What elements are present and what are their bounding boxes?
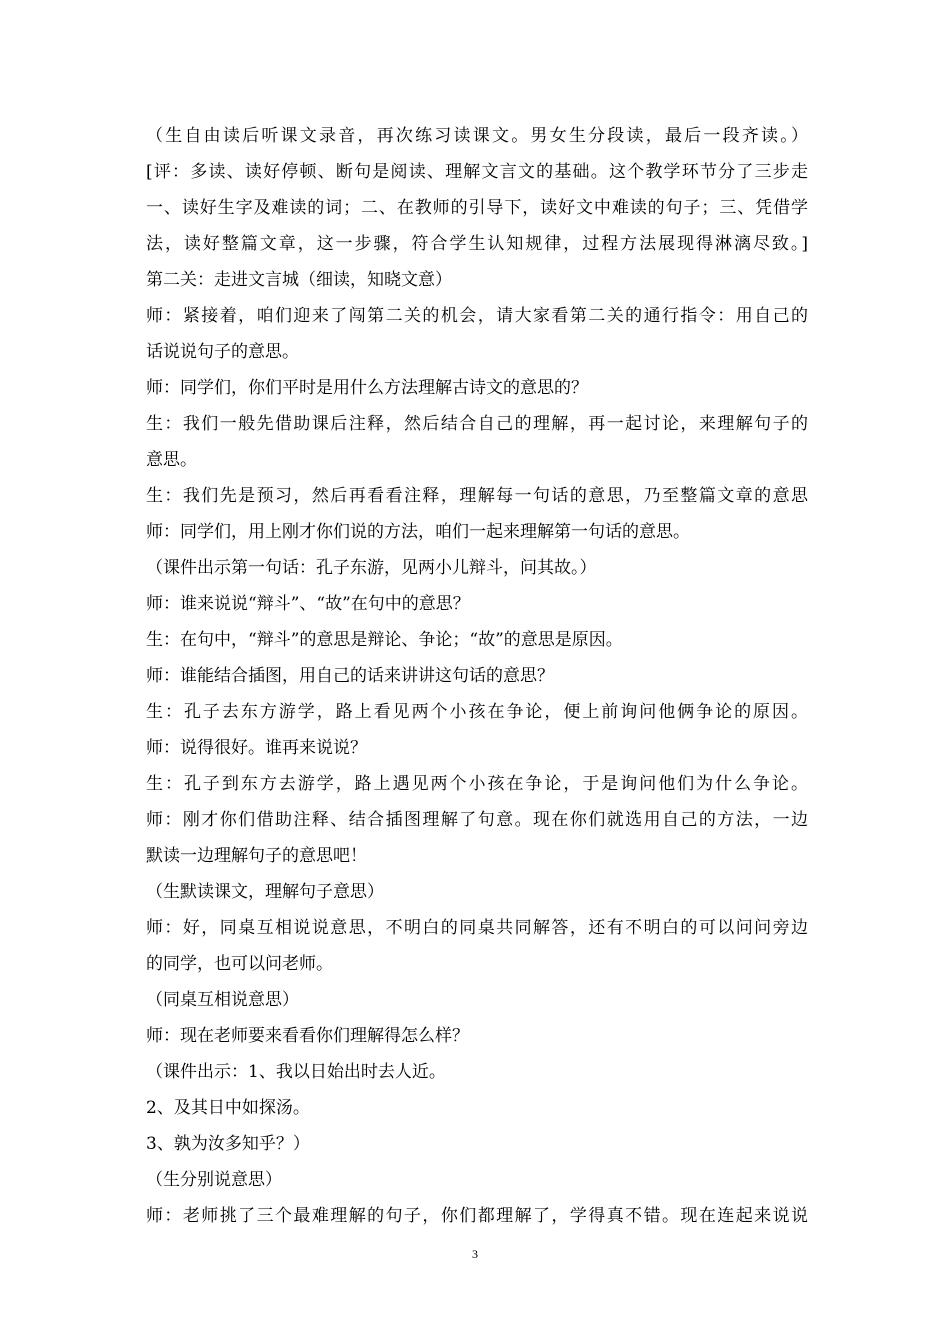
text-line: 师：刚才你们借助注释、结合插图理解了句意。现在你们就选用自己的方法，一边	[146, 810, 808, 830]
text-line: 师：同学们，你们平时是用什么方法理解古诗文的意思的？	[146, 378, 588, 398]
text-line: 话说说句子的意思。	[146, 342, 299, 362]
text-line: 默读一边理解句子的意思吧！	[146, 846, 367, 866]
text-line: （生自由读后听课文录音，再次练习读课文。男女生分段读，最后一段齐读。）	[146, 126, 808, 146]
text-line: 2、及其日中如探汤。	[146, 1098, 310, 1118]
text-line: 师：好，同桌互相说说意思，不明白的同桌共同解答，还有不明白的可以问问旁边	[146, 918, 808, 938]
text-line: （生分别说意思）	[146, 1170, 282, 1190]
text-line: 3、孰为汝多知乎？）	[146, 1134, 310, 1154]
text-line: （生默读课文，理解句子意思）	[146, 882, 384, 902]
text-line: 生：在句中，“辩斗”的意思是辩论、争论；“故”的意思是原因。	[146, 630, 623, 650]
text-line: 师：老师挑了三个最难理解的句子，你们都理解了，学得真不错。现在连起来说说	[146, 1206, 808, 1226]
text-line: （课件出示第一句话：孔子东游，见两小儿辩斗，问其故。）	[146, 558, 597, 578]
text-line: 生：孔子到东方去游学，路上遇见两个小孩在争论，于是询问他们为什么争论。	[146, 774, 808, 794]
text-line: 师：说得很好。谁再来说说？	[146, 738, 367, 758]
page-number: 3	[472, 1247, 478, 1261]
text-line: （课件出示：1、我以日始出时去人近。	[146, 1062, 446, 1082]
text-line: [评：多读、读好停顿、断句是阅读、理解文言文的基础。这个教学环节分了三步走	[146, 162, 808, 182]
text-line: 生：我们一般先借助课后注释，然后结合自己的理解，再一起讨论，来理解句子的	[146, 414, 808, 434]
text-line: （同桌互相说意思）	[146, 990, 299, 1010]
text-line: 法，读好整篇文章，这一步骤，符合学生认知规律，过程方法展现得淋漓尽致。]	[146, 234, 808, 254]
text-line: 师：紧接着，咱们迎来了闯第二关的机会，请大家看第二关的通行指令：用自己的	[146, 306, 808, 326]
text-line: 生：孔子去东方游学，路上看见两个小孩在争论，便上前询问他俩争论的原因。	[146, 702, 808, 722]
text-line: 意思。	[146, 450, 197, 470]
text-line: 的同学，也可以问老师。	[146, 954, 333, 974]
text-line: 师：谁能结合插图，用自己的话来讲讲这句话的意思？	[146, 666, 554, 686]
text-line: 第二关：走进文言城（细读，知晓文意）	[146, 270, 452, 290]
text-line: 一、读好生字及难读的词；二、在教师的引导下，读好文中难读的句子；三、凭借学	[146, 198, 808, 218]
document-body	[146, 118, 808, 1234]
text-line: 师：同学们，用上刚才你们说的方法，咱们一起来理解第一句话的意思。	[146, 522, 690, 542]
text-line: 师：谁来说说“辩斗”、“故”在句中的意思？	[146, 594, 470, 614]
text-line: 生：我们先是预习，然后再看看注释，理解每一句话的意思，乃至整篇文章的意思	[146, 486, 808, 506]
text-line: 师：现在老师要来看看你们理解得怎么样？	[146, 1026, 469, 1046]
